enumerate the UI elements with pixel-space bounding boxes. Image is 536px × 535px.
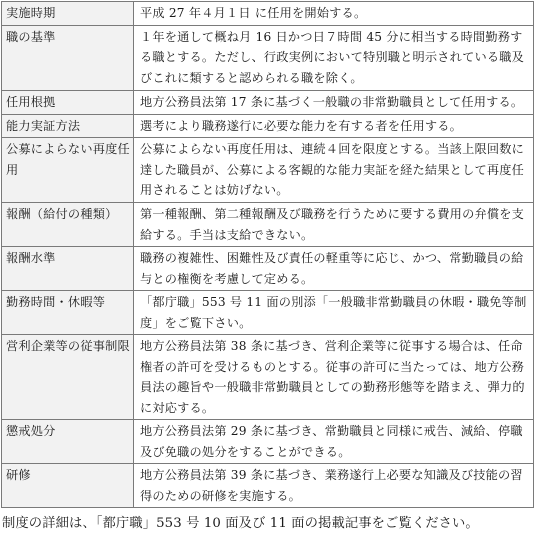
row-content: 地方公務員法第 38 条に基づき、営利企業等に従事する場合は、任命権者の許可を受けるものとする。従事の許可に当たっては、地方公務員法の趣旨や一般職非常勤職員としての勤務形態等を踏まえ、弾力的に対応する。 bbox=[134, 335, 534, 420]
row-content: 選考により職務遂行に必要な能力を有する者を任用する。 bbox=[134, 114, 534, 138]
row-content: 地方公務員法第 39 条に基づき、業務遂行上必要な知識及び技能の習得のための研修を実施する。 bbox=[134, 464, 534, 508]
table-row bbox=[2, 203, 534, 247]
table-row bbox=[2, 420, 534, 464]
row-label: 報酬水準 bbox=[2, 247, 134, 291]
table-row bbox=[2, 138, 534, 203]
row-content: 公募によらない再度任用は、連続４回を限度とする。当該上限回数に達した職員が、公募による客観的な能力実証を経た結果として再度任用されることは妨げない。 bbox=[134, 138, 534, 203]
table-row bbox=[2, 90, 534, 114]
row-content: 「都庁職」553 号 11 面の別添「一般職非常勤職員の休暇・職免等制度」をご覧下さい。 bbox=[134, 291, 534, 335]
system-overview-table bbox=[1, 1, 534, 508]
table-row bbox=[2, 247, 534, 291]
table-row bbox=[2, 464, 534, 508]
row-label: 報酬（給付の種類） bbox=[2, 203, 134, 247]
table-row bbox=[2, 25, 534, 90]
row-label: 公募によらない再度任用 bbox=[2, 138, 134, 203]
row-content: 地方公務員法第 29 条に基づき、常勤職員と同様に戒告、減給、停職及び免職の処分をすることができる。 bbox=[134, 420, 534, 464]
row-label: 研修 bbox=[2, 464, 134, 508]
row-label: 実施時期 bbox=[2, 2, 134, 26]
row-label: 職の基準 bbox=[2, 25, 134, 90]
row-content: 平成 27 年４月１日 に任用を開始する。 bbox=[134, 2, 534, 26]
row-content: 地方公務員法第 17 条に基づく一般職の非常勤職員として任用する。 bbox=[134, 90, 534, 114]
row-content: 職務の複雑性、困難性及び責任の軽重等に応じ、かつ、常勤職員の給与との権衡を考慮して定める。 bbox=[134, 247, 534, 291]
table-row bbox=[2, 335, 534, 420]
row-label: 能力実証方法 bbox=[2, 114, 134, 138]
row-label: 勤務時間・休暇等 bbox=[2, 291, 134, 335]
row-label: 懲戒処分 bbox=[2, 420, 134, 464]
row-content: 第一種報酬、第二種報酬及び職務を行うために要する費用の弁償を支給する。手当は支給できない。 bbox=[134, 203, 534, 247]
row-content: １年を通して概ね月 16 日かつ日７時間 45 分に相当する時間勤務する職とする。ただし、行政実例において特別職と明示されている職及びこれに類すると認められる職を除く。 bbox=[134, 25, 534, 90]
row-label: 営利企業等の従事制限 bbox=[2, 335, 134, 420]
table-row bbox=[2, 291, 534, 335]
table-row bbox=[2, 114, 534, 138]
footer-note: 制度の詳細は、「都庁職」553 号 10 面及び 11 面の掲載記事をご覧ください。 bbox=[2, 516, 479, 531]
table-row bbox=[2, 2, 534, 26]
row-label: 任用根拠 bbox=[2, 90, 134, 114]
